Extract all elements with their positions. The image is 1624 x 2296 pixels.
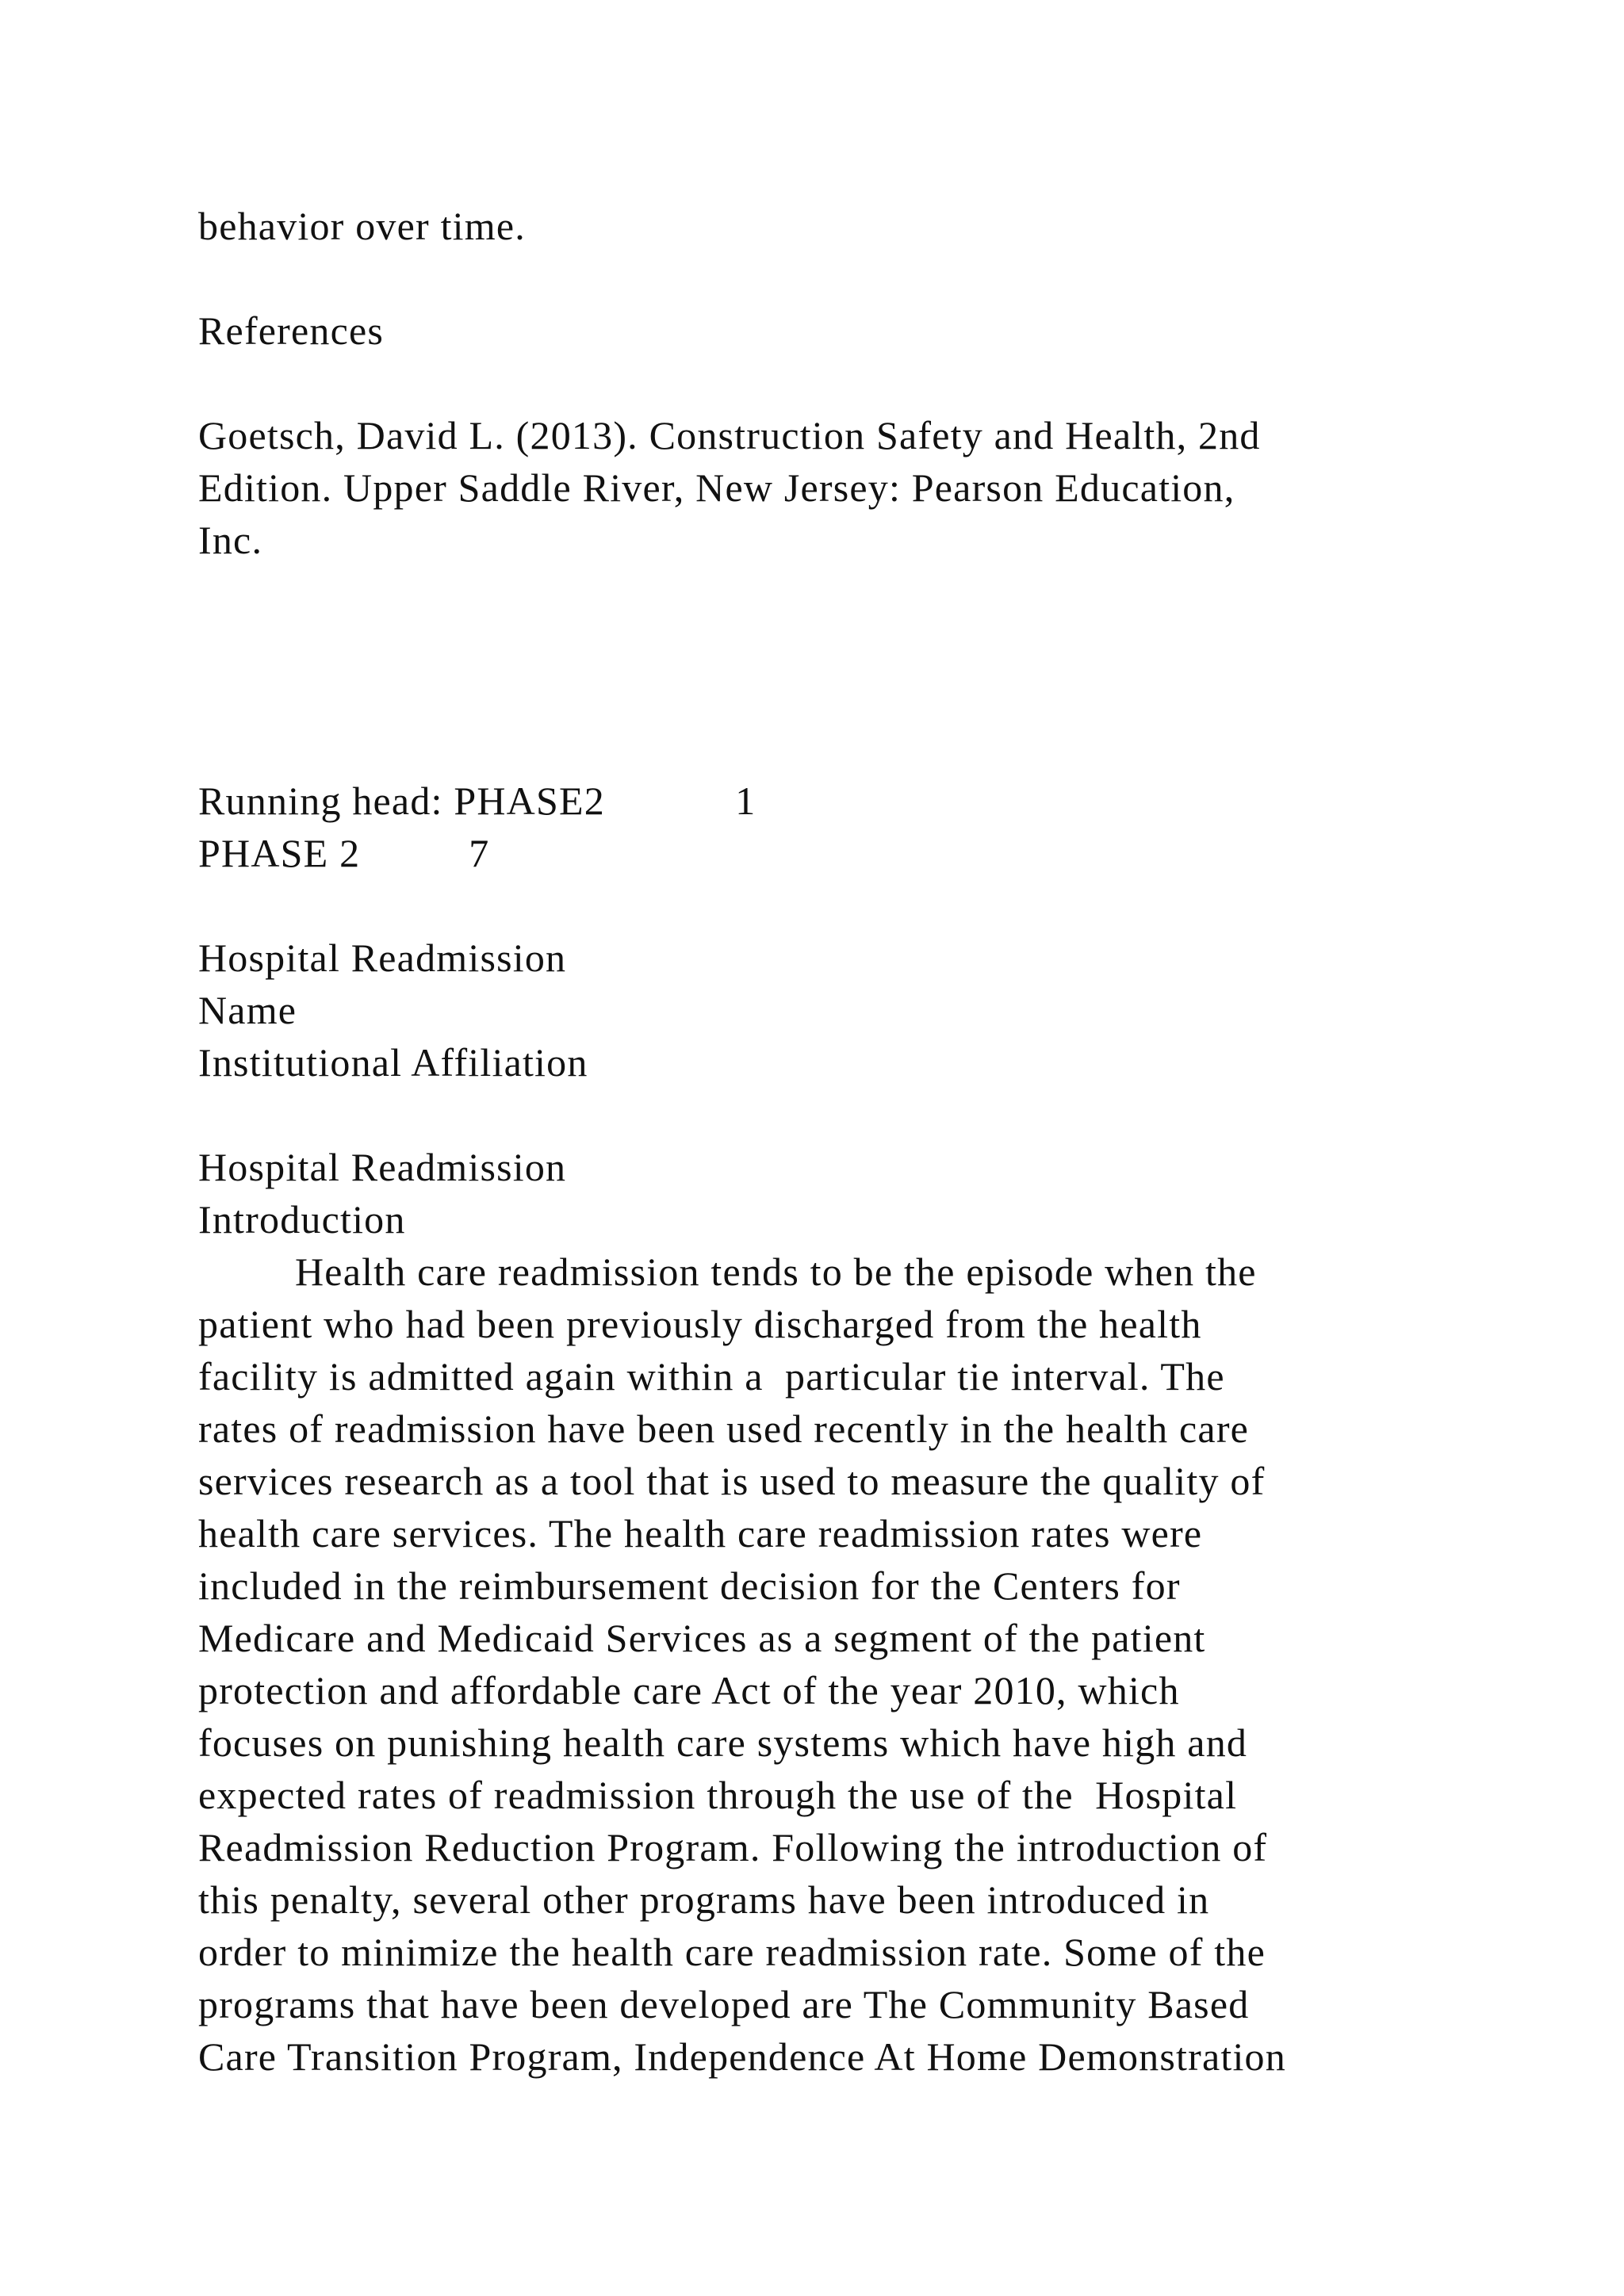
paragraph-line: protection and affordable care Act of the year 2010, which: [198, 1668, 1180, 1712]
reference-line-2: Edition. Upper Saddle River, New Jersey: Pearson Education,: [198, 465, 1235, 510]
paragraph-line: Readmission Reduction Program. Following the introduction of: [198, 1825, 1268, 1869]
paragraph-line: this penalty, several other programs have been introduced in: [198, 1877, 1210, 1922]
paragraph-line: facility is admitted again within a particular tie interval. The: [198, 1354, 1225, 1399]
paragraph-line: Medicare and Medicaid Services as a segment of the patient: [198, 1616, 1206, 1660]
paragraph-line: programs that have been developed are The Community Based: [198, 1982, 1250, 2026]
paragraph-line: expected rates of readmission through the use of the Hospital: [198, 1773, 1238, 1817]
paragraph-line: rates of readmission have been used recently in the health care: [198, 1406, 1250, 1451]
institutional-affiliation: Institutional Affiliation: [198, 1040, 588, 1085]
paragraph-line: included in the reimbursement decision for the Centers for: [198, 1563, 1181, 1608]
reference-line-3: Inc.: [198, 518, 263, 562]
paragraph-line: order to minimize the health care readmission rate. Some of the: [198, 1930, 1266, 1974]
section-heading-introduction: Introduction: [198, 1197, 406, 1242]
body-title: Hospital Readmission: [198, 1145, 567, 1189]
paragraph-line: services research as a tool that is used to measure the quality of: [198, 1459, 1266, 1503]
reference-line-1: Goetsch, David L. (2013). Construction Safety and Health, 2nd: [198, 413, 1261, 457]
author-name: Name: [198, 988, 297, 1032]
paragraph-line: Care Transition Program, Independence At Home Demonstration: [198, 2034, 1286, 2079]
previous-section-tail: behavior over time.: [198, 204, 526, 248]
paragraph-line: patient who had been previously discharged from the health: [198, 1302, 1202, 1346]
paragraph-line: health care services. The health care readmission rates were: [198, 1511, 1203, 1556]
running-head: Running head: PHASE2 1: [198, 779, 756, 823]
title-page-title: Hospital Readmission: [198, 936, 567, 980]
phase-header: PHASE 2 7: [198, 831, 490, 875]
paragraph-line: Health care readmission tends to be the episode when the: [295, 1249, 1257, 1294]
paragraph-line: focuses on punishing health care systems which have high and: [198, 1720, 1248, 1765]
references-heading: References: [198, 308, 385, 353]
